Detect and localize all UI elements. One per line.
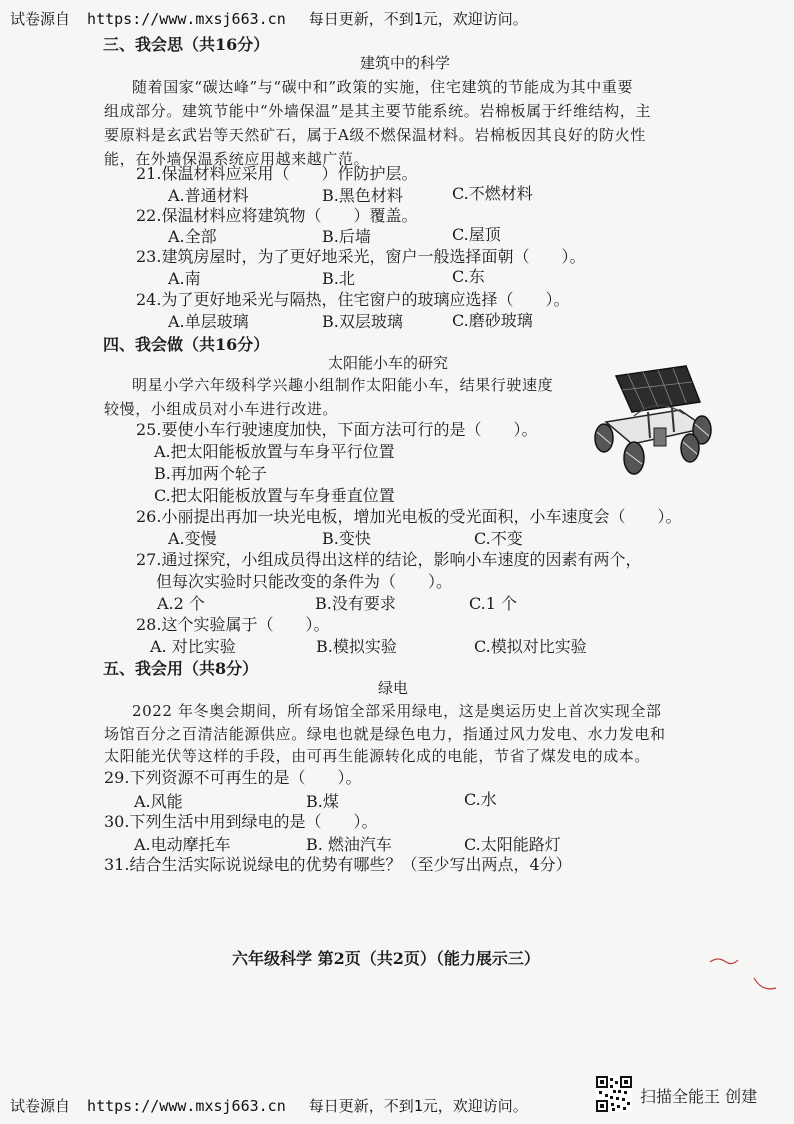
- question-28: 28.这个实验属于（ ）。: [136, 615, 330, 634]
- source-url[interactable]: https://www.mxsj663.cn: [87, 1097, 286, 1115]
- question-27-line2: 但每次实验时只能改变的条件为（ ）。: [156, 572, 453, 591]
- question-27: 27.通过探究，小组成员得出这样的结论，影响小车速度的因素有两个，: [136, 550, 642, 569]
- q29-option-a[interactable]: A.风能: [134, 792, 183, 811]
- q27-option-c[interactable]: C.1 个: [469, 594, 518, 613]
- q30-option-a[interactable]: A.电动摩托车: [134, 835, 231, 854]
- section-5-title: 绿电: [378, 679, 409, 697]
- q26-option-c[interactable]: C.不变: [474, 529, 523, 548]
- question-30: 30.下列生活中用到绿电的是（ ）。: [104, 812, 378, 831]
- section-3-para-line: 能，在外墙保温系统应用越来越广范。: [104, 150, 370, 168]
- source-label: 试卷源自: [10, 1097, 71, 1115]
- question-25: 25.要使小车行驶速度加快，下面方法可行的是（ ）。: [136, 420, 538, 439]
- q28-option-c[interactable]: C.模拟对比实验: [474, 637, 587, 656]
- qr-code: [596, 1076, 632, 1112]
- q28-option-b[interactable]: B.模拟实验: [316, 637, 397, 656]
- section-5-para-line: 场馆百分之百清洁能源供应。绿电也就是绿色电力，指通过风力发电、水力发电和: [104, 725, 666, 743]
- section-5-para-line: 2022 年冬奥会期间，所有场馆全部采用绿电，这是奥运历史上首次实现全部: [132, 702, 662, 720]
- q22-option-b[interactable]: B.后墙: [322, 227, 371, 246]
- pen-mark: [704, 952, 784, 996]
- question-24: 24.为了更好地采光与隔热，住宅窗户的玻璃应选择（ ）。: [136, 290, 570, 309]
- q21-option-c[interactable]: C.不燃材料: [452, 184, 533, 203]
- q23-option-c[interactable]: C.东: [452, 267, 485, 286]
- section-5-para-line: 太阳能光伏等这样的手段，由可再生能源转化成的电能，节省了煤发电的成本。: [104, 747, 651, 765]
- section-3-title: 建筑中的科学: [360, 54, 451, 72]
- source-slogan: 每日更新，不到1元，欢迎访问。: [308, 1097, 528, 1115]
- section-3-para-line: 组成部分。建筑节能中“外墙保温”是其主要节能系统。岩棉板属于纤维结构，主: [104, 102, 651, 120]
- section-4-title: 太阳能小车的研究: [328, 354, 449, 372]
- section-3-para-line: 要原料是玄武岩等天然矿石，属于A级不燃保温材料。岩棉板因其良好的防火性: [104, 126, 646, 144]
- section-4-para-line: 较慢，小组成员对小车进行改进。: [104, 400, 339, 418]
- scan-watermark: 扫描全能王 创建: [640, 1087, 758, 1106]
- solar-car-illustration: [588, 362, 718, 480]
- q26-option-b[interactable]: B.变快: [322, 529, 371, 548]
- q23-option-b[interactable]: B.北: [322, 269, 355, 288]
- q23-option-a[interactable]: A.南: [168, 269, 201, 288]
- question-23: 23.建筑房屋时，为了更好地采光，窗户一般选择面朝（ ）。: [136, 247, 586, 266]
- question-21: 21.保温材料应采用（ ）作防护层。: [136, 164, 418, 183]
- source-footer: [10, 1095, 528, 1116]
- question-31: 31.结合生活实际说说绿电的优势有哪些？（至少写出两点，4分）: [104, 855, 572, 874]
- q22-option-c[interactable]: C.屋顶: [452, 225, 501, 244]
- page-footer: 六年级科学 第2页（共2页）（能力展示三）: [232, 949, 540, 968]
- q30-option-b[interactable]: B. 燃油汽车: [306, 835, 392, 854]
- section-5-heading: 五、我会用（共8分）: [103, 659, 259, 678]
- source-label: 试卷源自: [10, 10, 71, 28]
- question-26: 26.小丽提出再加一块光电板，增加光电板的受光面积，小车速度会（ ）。: [136, 507, 682, 526]
- question-22: 22.保温材料应将建筑物（ ）覆盖。: [136, 206, 418, 225]
- q24-option-c[interactable]: C.磨砂玻璃: [452, 311, 533, 330]
- q26-option-a[interactable]: A.变慢: [168, 529, 217, 548]
- q24-option-b[interactable]: B.双层玻璃: [322, 312, 403, 331]
- q21-option-b[interactable]: B.黑色材料: [322, 186, 403, 205]
- section-3-heading: 三、我会思（共16分）: [103, 35, 270, 54]
- q21-option-a[interactable]: A.普通材料: [168, 186, 249, 205]
- source-url[interactable]: https://www.mxsj663.cn: [87, 10, 286, 28]
- q29-option-c[interactable]: C.水: [464, 790, 497, 809]
- q25-option-c[interactable]: C.把太阳能板放置与车身垂直位置: [154, 486, 395, 505]
- section-3-para-line: 随着国家“碳达峰”与“碳中和”政策的实施，住宅建筑的节能成为其中重要: [132, 78, 634, 96]
- source-header: [10, 8, 528, 29]
- q29-option-b[interactable]: B.煤: [306, 792, 339, 811]
- q25-option-a[interactable]: A.把太阳能板放置与车身平行位置: [154, 442, 395, 461]
- q27-option-a[interactable]: A.2 个: [157, 594, 205, 613]
- q22-option-a[interactable]: A.全部: [168, 227, 217, 246]
- q24-option-a[interactable]: A.单层玻璃: [168, 312, 249, 331]
- section-4-heading: 四、我会做（共16分）: [103, 335, 270, 354]
- q27-option-b[interactable]: B.没有要求: [315, 594, 396, 613]
- section-4-para-line: 明星小学六年级科学兴趣小组制作太阳能小车，结果行驶速度: [132, 376, 554, 394]
- question-29: 29.下列资源不可再生的是（ ）。: [104, 768, 362, 787]
- source-slogan: 每日更新，不到1元，欢迎访问。: [308, 10, 528, 28]
- q28-option-a[interactable]: A. 对比实验: [150, 637, 236, 656]
- q30-option-c[interactable]: C.太阳能路灯: [464, 835, 561, 854]
- q25-option-b[interactable]: B.再加两个轮子: [154, 464, 267, 483]
